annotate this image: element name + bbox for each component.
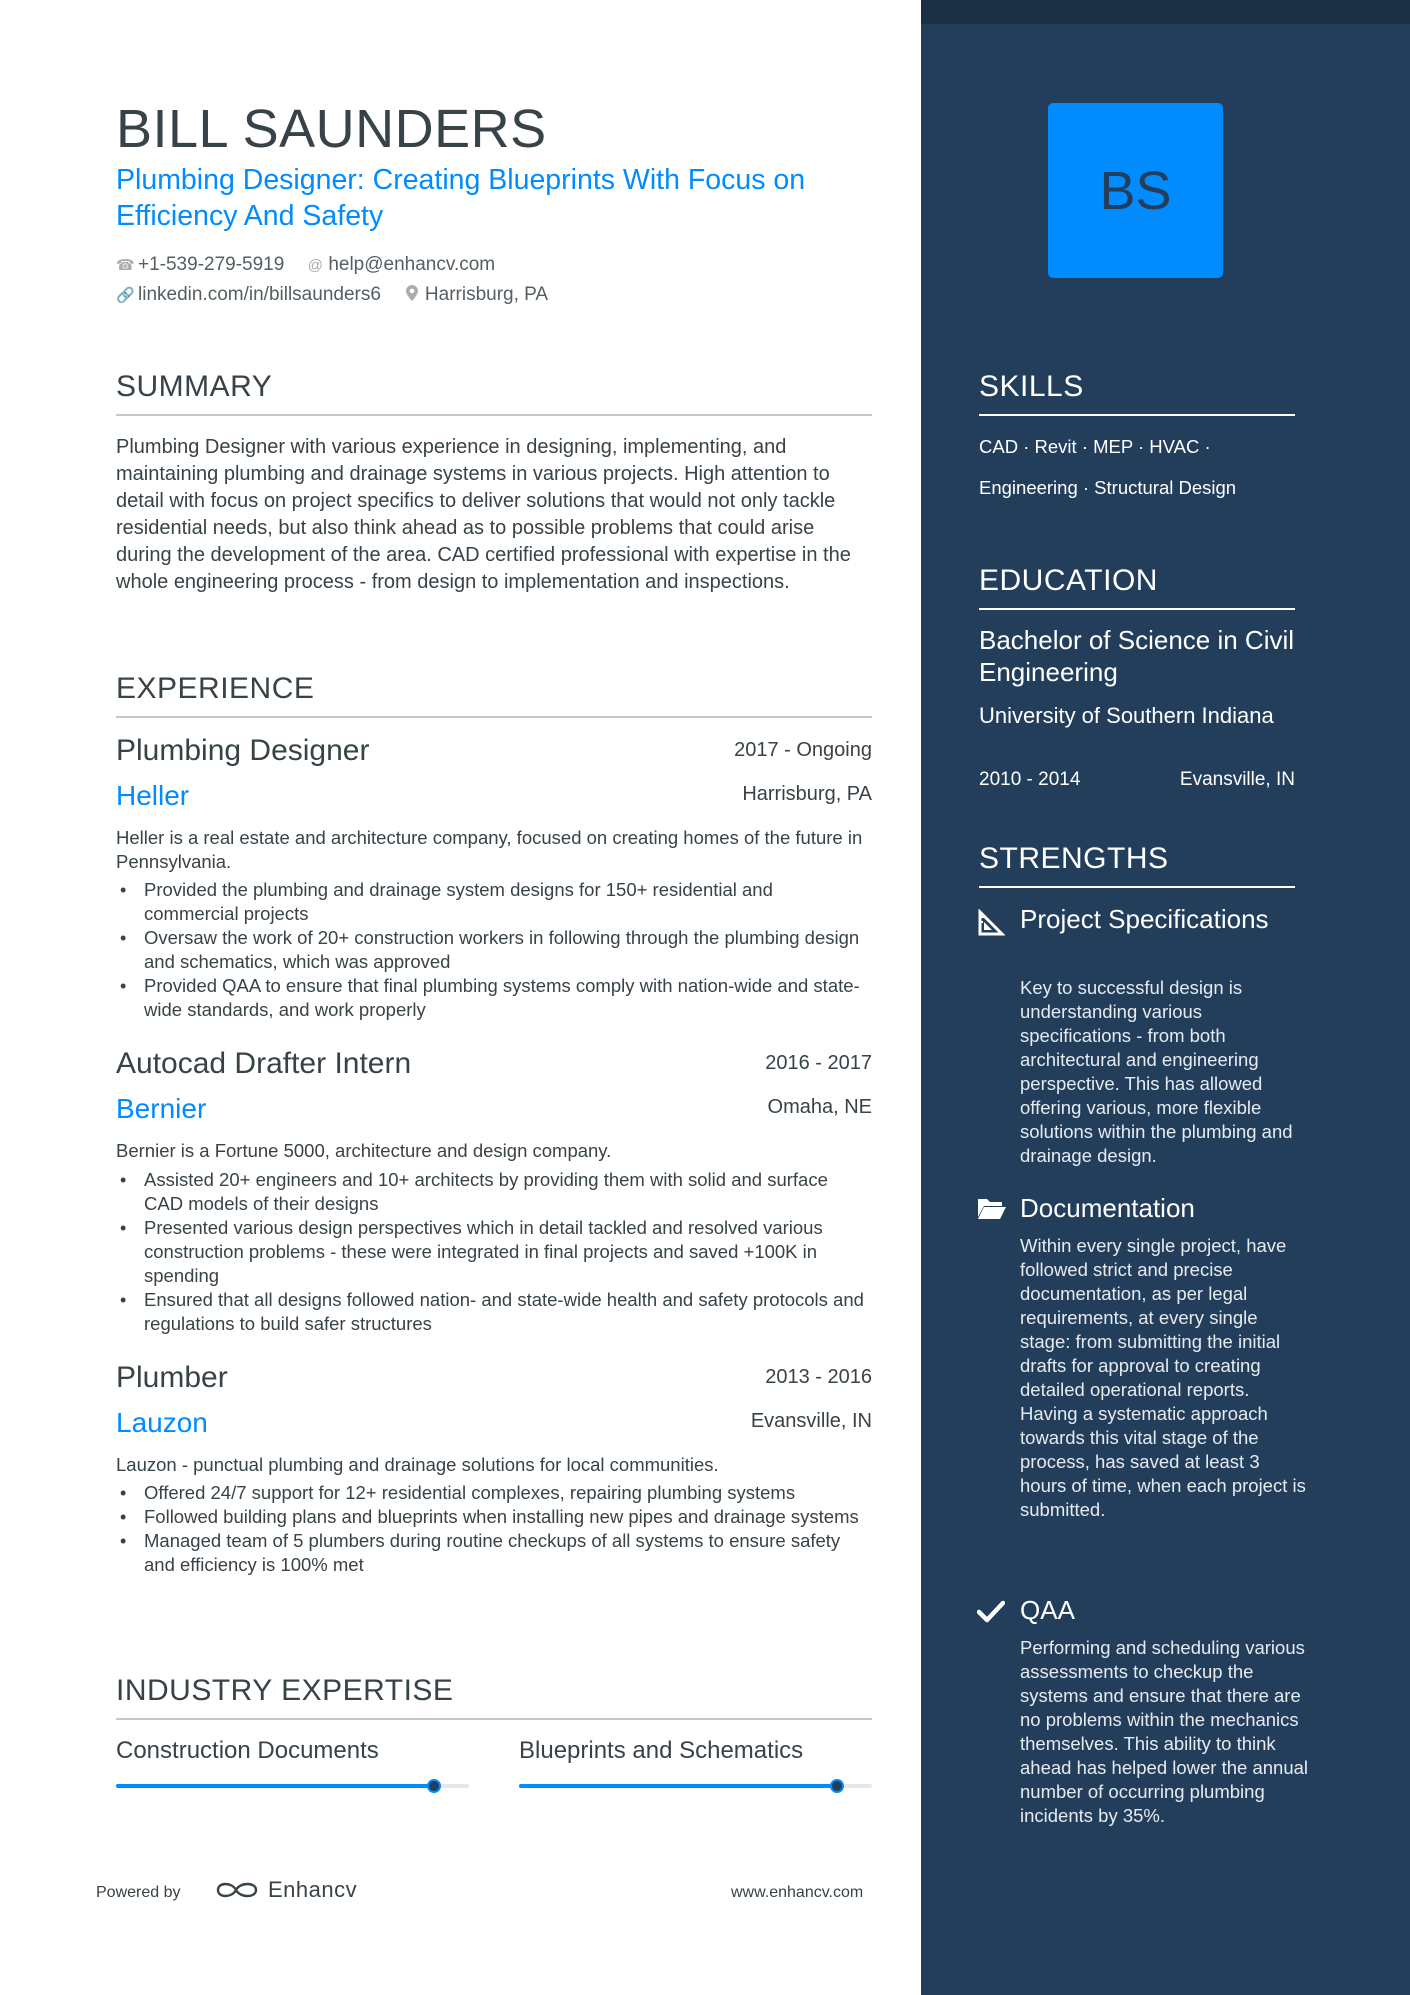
- skills-heading: SKILLS: [979, 370, 1295, 416]
- location-text: Harrisburg, PA: [424, 284, 549, 305]
- job-location: Omaha, NE: [767, 1096, 872, 1118]
- phone-text[interactable]: +1-539-279-5919: [138, 254, 285, 275]
- expertise-bar: [116, 1784, 469, 1788]
- education-heading: EDUCATION: [979, 564, 1295, 610]
- summary-heading: SUMMARY: [116, 370, 872, 416]
- strength-description: Key to successful design is understanding various specifications - from both architectural and engineering perspective. This has allowed offering various, more flexible solutions within the plumbing and drainage design.: [1020, 977, 1293, 1166]
- folder-open-icon: [977, 1196, 1005, 1224]
- education-dates: 2010 - 2014: [979, 769, 1081, 790]
- job-company[interactable]: Bernier: [116, 1093, 207, 1124]
- strength-title: Documentation: [1020, 1193, 1195, 1223]
- strength-title: Project Specifications: [1020, 904, 1269, 934]
- expertise-label: Construction Documents: [116, 1737, 379, 1764]
- job-location: Evansville, IN: [750, 1410, 872, 1432]
- expertise-bar-fill: [519, 1784, 837, 1788]
- job-dates: 2013 - 2016: [765, 1366, 872, 1388]
- ruler-triangle-icon: [977, 909, 1005, 937]
- location-pin-icon: [403, 285, 421, 305]
- list-item: • Managed team of 5 plumbers during routine checkups of all systems to ensure safety and efficiency is 100% met: [116, 1529, 872, 1577]
- list-item: • Ensured that all designs followed nation- and state-wide health and safety protocols and regulations to build safer structures: [116, 1288, 872, 1336]
- email-text[interactable]: help@enhancv.com: [328, 254, 496, 275]
- avatar: BS: [1048, 103, 1223, 278]
- contact-row-2: [116, 284, 548, 306]
- powered-by-text: Powered by: [96, 1884, 181, 1901]
- footer-url[interactable]: www.enhancv.com: [731, 1884, 864, 1901]
- strength-description: Performing and scheduling various assessments to checkup the systems and ensure that there are no problems within the mechanics themselves. This ability to think ahead has helped lower the annual number of occurring plumbing incidents by 35%.: [1020, 1637, 1309, 1826]
- education-degree: Bachelor of Science in Civil Engineering: [979, 625, 1295, 687]
- checkmark-icon: [977, 1599, 1005, 1627]
- strength-title: QAA: [1020, 1595, 1075, 1625]
- list-item: • Assisted 20+ engineers and 10+ architects by providing them with solid and surface CAD models of their designs: [116, 1168, 872, 1216]
- experience-heading: EXPERIENCE: [116, 672, 872, 718]
- list-item: • Oversaw the work of 20+ construction workers in following through the plumbing design and schematics, which was approved: [116, 926, 872, 974]
- expertise-heading: INDUSTRY EXPERTISE: [116, 1674, 872, 1720]
- job-bullets: [116, 1168, 872, 1336]
- contact-row-1: [116, 254, 495, 276]
- job-location: Harrisburg, PA: [742, 783, 872, 805]
- summary-text: Plumbing Designer with various experience in designing, implementing, and maintaining plumbing and drainage systems in various projects. High attention to detail with focus on project specifics to deliver solutions that would not only tackle residential needs, but also think ahead as to possible problems that could arise during the development of the area. CAD certified professional with expertise in the whole engineering process - from design to implementation and inspections.: [116, 436, 851, 593]
- skills-line: Engineering · Structural Design: [979, 477, 1237, 498]
- sidebar: [921, 0, 1410, 1995]
- job-company[interactable]: Lauzon: [116, 1407, 208, 1438]
- enhancv-logo[interactable]: [214, 1877, 357, 1903]
- job-dates: 2016 - 2017: [765, 1052, 872, 1074]
- link-icon: 🔗: [116, 287, 135, 304]
- skills-line: CAD · Revit · MEP · HVAC ·: [979, 436, 1211, 457]
- education-location: Evansville, IN: [1179, 769, 1295, 790]
- expertise-bar-fill: [116, 1784, 434, 1788]
- list-item: • Provided QAA to ensure that final plumbing systems comply with nation-wide and state-wide standards, and work properly: [116, 974, 872, 1022]
- job-title: Plumbing Designer: [116, 734, 370, 767]
- job-description: Heller is a real estate and architecture company, focused on creating homes of the future in Pennsylvania.: [116, 827, 863, 872]
- job-bullets: [116, 878, 872, 1022]
- job-dates: 2017 - Ongoing: [734, 739, 872, 761]
- linkedin-text[interactable]: linkedin.com/in/billsaunders6: [138, 284, 381, 305]
- education-school: University of Southern Indiana: [979, 703, 1274, 728]
- at-icon: @: [307, 256, 323, 274]
- phone-icon: ☎: [116, 257, 135, 274]
- job-title: Autocad Drafter Intern: [116, 1047, 412, 1080]
- expertise-label: Blueprints and Schematics: [519, 1737, 804, 1764]
- enhancv-brand-text: Enhancv: [268, 1877, 358, 1902]
- strengths-heading: STRENGTHS: [979, 842, 1295, 888]
- sidebar-top-strip: [921, 0, 1410, 24]
- candidate-title: Plumbing Designer: Creating Blueprints With Focus on Efficiency And Safety: [116, 164, 806, 232]
- enhancv-logo-icon: [214, 1878, 260, 1902]
- strength-description: Within every single project, have followed strict and precise documentation, as per legal requirements, at every single stage: from submitting the initial drafts for approval to creating detailed operational reports. Having a systematic approach towards this vital stage of the process, has saved at least 3 hours of time, when each project is submitted.: [1020, 1235, 1306, 1520]
- list-item: • Presented various design perspectives which in detail tackled and resolved various construction problems - these were integrated in final projects and saved +100K in spending: [116, 1216, 872, 1288]
- job-title: Plumber: [116, 1361, 228, 1394]
- job-description: Lauzon - punctual plumbing and drainage solutions for local communities.: [116, 1454, 719, 1475]
- job-description: Bernier is a Fortune 5000, architecture and design company.: [116, 1140, 612, 1161]
- job-company[interactable]: Heller: [116, 780, 190, 811]
- skills-list: [979, 426, 1299, 508]
- candidate-name: BILL SAUNDERS: [116, 99, 547, 159]
- expertise-bar-knob: [830, 1779, 844, 1793]
- expertise-bar: [519, 1784, 872, 1788]
- list-item: • Followed building plans and blueprints when installing new pipes and drainage systems: [116, 1505, 872, 1529]
- list-item: • Offered 24/7 support for 12+ residential complexes, repairing plumbing systems: [116, 1481, 872, 1505]
- job-bullets: [116, 1481, 872, 1577]
- expertise-bar-knob: [427, 1779, 441, 1793]
- list-item: • Provided the plumbing and drainage system designs for 150+ residential and commercial projects: [116, 878, 872, 926]
